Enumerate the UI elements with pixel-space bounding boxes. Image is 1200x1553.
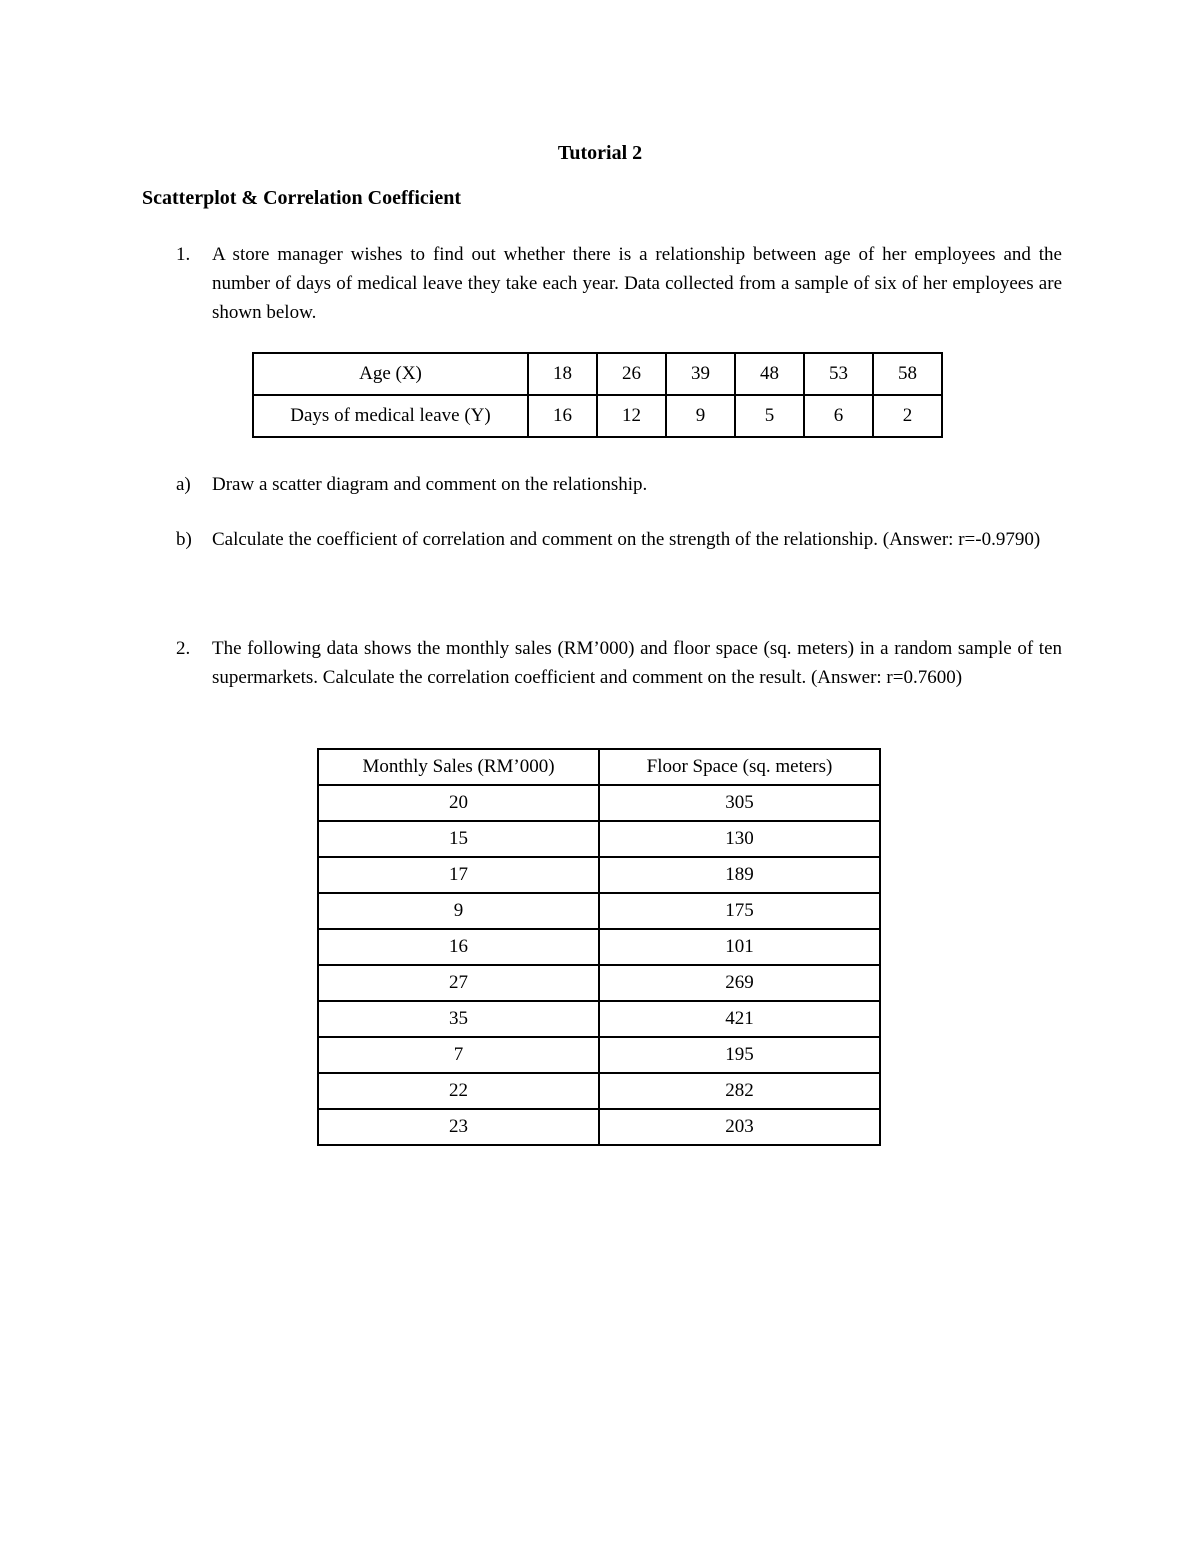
table-cell: 48 xyxy=(735,353,804,395)
table-cell: 9 xyxy=(318,893,599,929)
table-row xyxy=(318,965,880,1001)
question-1-text: A store manager wishes to find out whether there is a relationship between age of her employees and the number of days of medical leave they take each year. Data collected from a sample of six of her employees are shown below. xyxy=(212,244,1062,323)
table-cell: 35 xyxy=(318,1001,599,1037)
table-row xyxy=(318,929,880,965)
table-cell: 12 xyxy=(597,395,666,437)
table-cell: 130 xyxy=(599,821,880,857)
question-1-number: 1. xyxy=(176,244,191,265)
age-leave-table xyxy=(252,352,943,438)
column-header-sales: Monthly Sales (RM’000) xyxy=(318,749,599,785)
page-title: Tutorial 2 xyxy=(557,142,643,164)
table-header-row xyxy=(318,749,880,785)
table-row xyxy=(318,1037,880,1073)
table-cell: 7 xyxy=(318,1037,599,1073)
table-cell: 5 xyxy=(735,395,804,437)
table-cell: 26 xyxy=(597,353,666,395)
table-cell: 305 xyxy=(599,785,880,821)
table-cell: 58 xyxy=(873,353,942,395)
table-cell: 9 xyxy=(666,395,735,437)
table-cell: 16 xyxy=(318,929,599,965)
row-label-y: Days of medical leave (Y) xyxy=(253,395,528,437)
table-cell: 421 xyxy=(599,1001,880,1037)
part-b-label: b) xyxy=(176,529,192,550)
part-b-text: Calculate the coefficient of correlation and comment on the strength of the relationship. (Answer: r=-0.9790) xyxy=(212,529,1041,550)
table-cell: 101 xyxy=(599,929,880,965)
table-cell: 17 xyxy=(318,857,599,893)
table-cell: 18 xyxy=(528,353,597,395)
table-cell: 39 xyxy=(666,353,735,395)
table-row xyxy=(253,353,942,395)
table-row xyxy=(318,1109,880,1145)
table-cell: 15 xyxy=(318,821,599,857)
table-cell: 53 xyxy=(804,353,873,395)
question-2-text: The following data shows the monthly sales (RM’000) and floor space (sq. meters) in a random sample of ten supermarkets. Calculate the correlation coefficient and comment on the result. (Answer: r=0.7600) xyxy=(212,638,1062,688)
row-label-x: Age (X) xyxy=(253,353,528,395)
table-row xyxy=(318,1001,880,1037)
table-cell: 16 xyxy=(528,395,597,437)
question-1-part-a xyxy=(176,470,1062,499)
table-cell: 6 xyxy=(804,395,873,437)
table-cell: 269 xyxy=(599,965,880,1001)
table-row xyxy=(253,395,942,437)
question-1-part-b xyxy=(176,525,1062,554)
table-cell: 23 xyxy=(318,1109,599,1145)
table-cell: 2 xyxy=(873,395,942,437)
table-row xyxy=(318,821,880,857)
part-a-label: a) xyxy=(176,474,191,495)
question-2-number: 2. xyxy=(176,638,191,659)
question-2 xyxy=(176,634,1062,692)
table-row xyxy=(318,857,880,893)
table-row xyxy=(318,893,880,929)
table-cell: 175 xyxy=(599,893,880,929)
table-cell: 203 xyxy=(599,1109,880,1145)
table-cell: 22 xyxy=(318,1073,599,1109)
table-row xyxy=(318,1073,880,1109)
sales-floorspace-table xyxy=(317,748,881,1146)
table-cell: 189 xyxy=(599,857,880,893)
table-cell: 27 xyxy=(318,965,599,1001)
section-heading: Scatterplot & Correlation Coefficient xyxy=(142,187,461,209)
table-cell: 20 xyxy=(318,785,599,821)
table-cell: 282 xyxy=(599,1073,880,1109)
question-1 xyxy=(176,240,1062,327)
column-header-floor-space: Floor Space (sq. meters) xyxy=(599,749,880,785)
part-a-text: Draw a scatter diagram and comment on the relationship. xyxy=(212,474,648,495)
table-cell: 195 xyxy=(599,1037,880,1073)
table-row xyxy=(318,785,880,821)
